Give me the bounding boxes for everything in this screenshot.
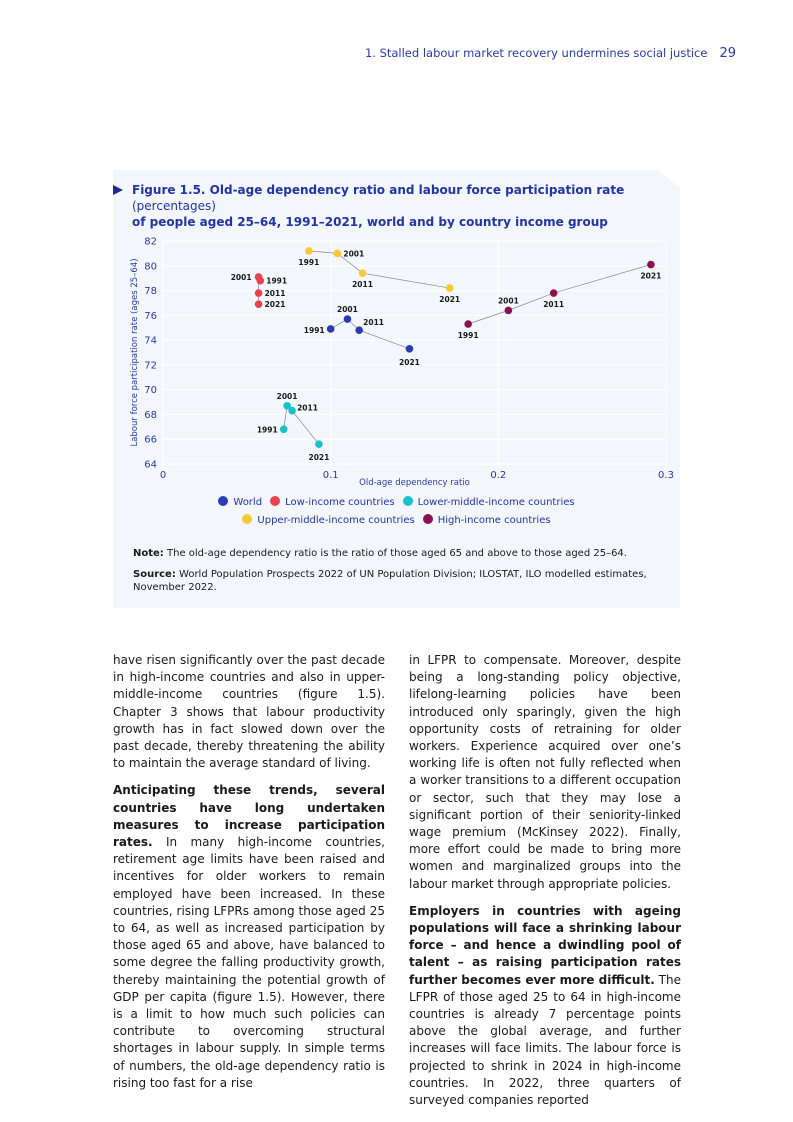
paragraph: have risen significantly over the past decade in high-income countries and also in upper-middle-income countries (figure 1.5). Chapter 3 shows that labour productivity growth has in fact slowed down over the past decade, thereby threatening the ability to maintain the average standard of living. (113, 653, 385, 771)
data-point (315, 440, 323, 448)
data-label: 2001 (497, 296, 519, 306)
y-tick-label: 68 (144, 409, 157, 421)
paragraph (409, 903, 681, 1109)
data-label: 1991 (303, 325, 325, 335)
series-line (309, 251, 450, 288)
legend-item (242, 512, 414, 530)
figure-title-bold: Figure 1.5. Old-age dependency ratio and labour force participation rate (132, 183, 625, 197)
x-tick-label: 0.3 (658, 470, 674, 481)
lead-sentence: Employers in countries with ageing populations will face a shrinking labour force – and hence a dwindling pool of talent – as raising participation rates further becomes ever more difficult. (409, 903, 681, 987)
data-label: 2001 (336, 305, 358, 315)
data-label: 1991 (298, 257, 320, 267)
body-column-right (409, 652, 681, 1119)
data-label: 2011 (363, 318, 385, 328)
figure-source (133, 568, 653, 595)
legend-swatch (270, 496, 280, 506)
legend-swatch (218, 496, 228, 506)
note-label: Note: (133, 548, 164, 559)
data-point (334, 250, 342, 258)
data-point (255, 300, 263, 308)
data-point (550, 289, 558, 297)
legend-swatch (423, 514, 433, 524)
x-tick-label: 0.2 (490, 470, 507, 481)
data-point (288, 407, 296, 415)
paragraph: in LFPR to compensate. Moreover, despite being a long-standing policy objective, lifelong-learning policies have been introduced only sparingly, given the high opportunity costs of retraining for older workers. Experience acquired over one’s working life is often not fully reflected when a worker transitions to a different occupation or sector, such that they may lose a significant portion of their seniority-linked wage premium (McKinsey 2022). Finally, more effort could be made to bring more women and marginalized groups into the labour market through appropriate policies. (409, 653, 681, 891)
figure-title-line-2: of people aged 25–64, 1991–2021, world and by country income group (132, 215, 608, 229)
legend-label: Lower-middle-income countries (417, 497, 575, 508)
x-tick-label: 0.1 (322, 470, 339, 481)
y-tick-label: 82 (144, 236, 157, 248)
legend-swatch (242, 514, 252, 524)
data-point (327, 325, 335, 333)
data-point (355, 326, 363, 334)
data-label: 2011 (297, 403, 318, 413)
data-point (505, 307, 513, 315)
data-label: 2021 (308, 453, 330, 463)
data-label: 2021 (640, 271, 662, 281)
figure-note (133, 547, 653, 561)
y-axis-label: Labour force participation rate (ages 25–64) (130, 258, 140, 447)
paragraph (113, 782, 385, 1092)
y-tick-label: 74 (144, 335, 157, 347)
figure-title (113, 182, 673, 230)
y-tick-label: 72 (144, 360, 157, 372)
legend-item (423, 512, 551, 530)
source-label: Source: (133, 568, 176, 580)
scatter-chart (113, 228, 680, 490)
data-label: 1991 (457, 331, 479, 341)
y-tick-label: 70 (144, 385, 157, 397)
data-label: 2011 (352, 280, 373, 290)
legend-item (218, 494, 262, 512)
page-number: 29 (719, 46, 736, 61)
data-point (255, 289, 263, 297)
data-point (647, 261, 655, 269)
data-label: 2011 (543, 300, 565, 310)
body-column-left (113, 652, 385, 1102)
legend-row-1 (113, 494, 680, 512)
data-label: 2011 (264, 289, 286, 299)
data-label: 1991 (256, 425, 278, 435)
data-point (280, 426, 288, 434)
lead-sentence: Anticipating these trends, several countries have long undertaken measures to increase participation rates. (113, 783, 385, 850)
legend-row-2 (113, 512, 680, 530)
data-label: 2001 (343, 249, 365, 259)
data-label: 1991 (266, 276, 288, 286)
x-tick-label: 0 (159, 470, 167, 481)
data-label: 2001 (276, 391, 298, 401)
y-tick-label: 66 (144, 434, 157, 446)
figure-title-units: (percentages) (132, 199, 216, 213)
data-point (255, 273, 263, 281)
legend-label: Upper-middle-income countries (257, 515, 415, 526)
y-tick-label: 80 (144, 261, 157, 273)
y-tick-label: 64 (144, 459, 157, 471)
legend-swatch (403, 496, 413, 506)
paragraph-text: The LFPR of those aged 25 to 64 in high-income countries is already 7 percentage points above the global average, and further increases will face limits. The labour force is projected to shrink in 2024 in high-income countries. In 2022, three quarters of surveyed companies reported (409, 972, 682, 1108)
legend-label: Low-income countries (285, 497, 395, 508)
figure-title-line-1 (113, 182, 673, 214)
data-label: 2021 (264, 300, 286, 310)
running-title: 1. Stalled labour market recovery undermines social justice (364, 46, 708, 60)
data-label: 2021 (439, 295, 461, 305)
triangle-bullet-icon (113, 185, 123, 195)
data-point (446, 284, 454, 292)
figure-notes (133, 547, 653, 602)
chart-legend (113, 494, 680, 530)
data-point (464, 320, 472, 328)
y-tick-label: 78 (144, 286, 157, 298)
legend-item (270, 494, 395, 512)
y-tick-label: 76 (144, 310, 157, 322)
legend-label: World (233, 497, 263, 508)
data-point (344, 315, 352, 323)
note-text: The old-age dependency ratio is the ratio of those aged 65 and above to those aged 25–64. (163, 548, 627, 559)
legend-label: High-income countries (437, 515, 551, 526)
data-label: 2021 (399, 357, 420, 367)
data-point (305, 247, 313, 255)
running-head (365, 46, 736, 61)
legend-item (403, 494, 575, 512)
data-label: 2001 (230, 272, 252, 282)
data-point (406, 345, 414, 353)
source-text: World Population Prospects 2022 of UN Population Division; ILOSTAT, ILO modelled estimates, November 2022. (133, 568, 647, 593)
paragraph-text: In many high-income countries, retirement age limits have been raised and incentives for older workers to remain employed have been increased. In these countries, rising LFPRs among those aged 25 to 64, as well as increased participation by those aged 65 and above, have balanced to some degree the falling productivity growth, thereby maintaining the potential growth of GDP per capita (figure 1.5). However, there is a limit to how much such policies can contribute to overcoming structural shortages in labour supply. In simple terms of numbers, the old-age dependency ratio is rising too fast for a rise (113, 835, 385, 1090)
x-axis-label: Old-age dependency ratio (359, 478, 470, 488)
data-point (359, 269, 367, 277)
